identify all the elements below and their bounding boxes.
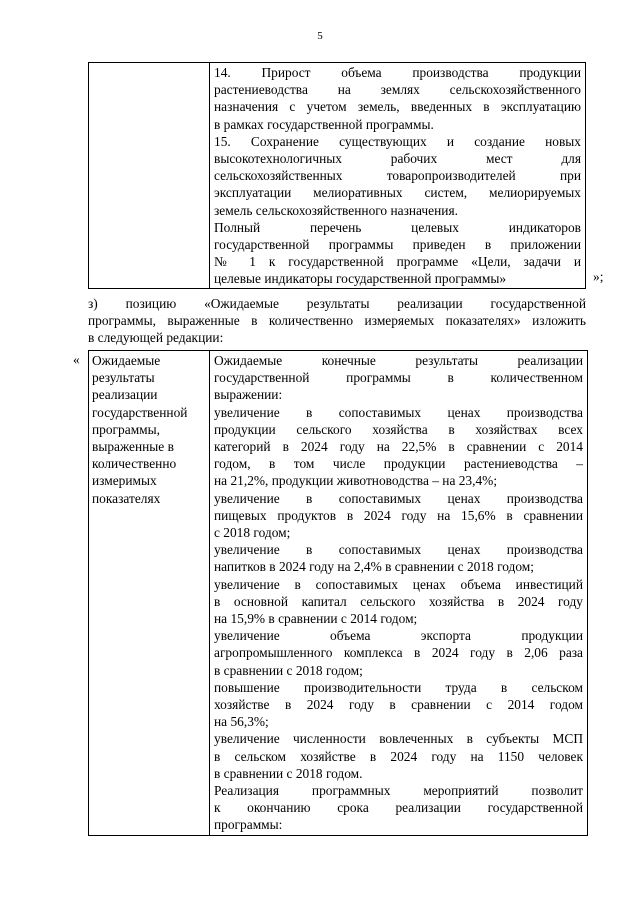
text-line: в рамках государственной программы. [214,116,434,132]
text-line: на 56,3%; [214,714,269,730]
text-line: целевые индикаторы государственной программы» [214,271,507,287]
text-line: программы, выраженные в количественно измеряемых показателях» изложить [88,313,586,329]
text-line: категорий в 2024 году на 22,5% в сравнении с 2014 [214,439,583,455]
text-line: хозяйстве в 2024 году в сравнении с 2014 годом [214,697,583,713]
text-line: пищевых продуктов в 2024 году на 15,6% в сравнении [214,507,583,523]
text-line: на 21,2%, продукции животноводства – на 23,4%; [214,473,498,489]
text-line: № 1 к государственной программе «Цели, задачи и [214,254,581,270]
text-line: увеличение в сопоставимых ценах объема инвестиций [214,576,583,592]
label-line: выраженные в [92,439,174,455]
opening-quote: « [73,352,80,367]
text-line: увеличение в сопоставимых ценах производства [214,404,583,420]
text-line: высокотехнологичных рабочих мест для [214,151,581,167]
position-label-cell [89,351,210,836]
position-label [89,351,209,507]
text-line: агропромышленного комплекса в 2024 году в 2,06 раза [214,645,583,661]
text-line: Полный перечень целевых индикаторов [214,219,581,235]
text-line: сельскохозяйственных товаропроизводителей при [214,168,581,184]
text-line: Ожидаемые конечные результаты реализации [214,353,583,368]
text-line: с 2018 годом; [214,525,291,541]
text-line: увеличение численности вовлеченных в субъекты МСП [214,731,583,747]
expected-results-text [210,351,587,834]
page-number: 5 [317,30,323,42]
text-line: в следующей редакции: [88,330,224,346]
label-line: реализации [92,387,158,403]
expected-results-cell [210,351,588,836]
label-line: количественно [92,456,177,472]
label-line: результаты [92,370,155,386]
text-line: увеличение в сопоставимых ценах производства [214,542,583,558]
text-line: на 15,9% в сравнении с 2014 годом; [214,611,418,627]
text-line: выражении: [214,387,283,403]
text-line: земель сельскохозяйственного назначения. [214,202,458,218]
text-line: Реализация программных мероприятий позволит [214,783,583,799]
text-line: к окончанию срока реализации государственной [214,800,583,816]
text-line: увеличение в сопоставимых ценах производства [214,490,583,506]
text-line: повышение производительности труда в сельском [214,679,583,695]
text-line: государственной программы приведен в приложении [214,237,581,253]
text-line: назначения с учетом земель, введенных в эксплуатацию [214,99,581,115]
closing-quote: »; [593,269,604,284]
text-line: з) позицию «Ожидаемые результаты реализации государственной [88,296,586,311]
text-line: годом, в том числе продукции растениеводства – [214,456,583,472]
text-line: 14. Прирост объема производства продукции [214,65,581,80]
amendment-paragraph [88,295,586,347]
indicators-text [210,63,585,288]
label-line: показателях [92,490,161,506]
text-line: 15. Сохранение существующих и создание новых [214,133,581,149]
label-line: государственной [92,404,188,420]
text-line: программы: [214,817,283,833]
text-line: в основной капитал сельского хозяйства в 2024 году [214,593,583,609]
continuation-table [88,62,586,289]
text-line: увеличение объема экспорта продукции [214,628,583,644]
empty-left-cell [89,63,210,289]
expected-results-table [88,350,588,836]
label-line: Ожидаемые [92,353,161,368]
text-line: растениеводства на землях сельскохозяйственного [214,82,581,98]
text-line: государственной программы в количественном [214,370,583,386]
text-line: продукции сельского хозяйства в хозяйствах всех [214,421,583,437]
indicators-cell [210,63,586,289]
text-line: напитков в 2024 году на 2,4% в сравнении с 2018 годом; [214,559,534,575]
text-line: эксплуатации мелиоративных систем, мелиорируемых [214,185,581,201]
label-line: программы, [92,421,160,437]
text-line: в сельском хозяйстве в 2024 году на 1150 человек [214,748,583,764]
label-line: измеримых [92,473,157,489]
text-line: в сравнении с 2018 годом; [214,662,363,678]
text-line: в сравнении с 2018 годом. [214,765,363,781]
